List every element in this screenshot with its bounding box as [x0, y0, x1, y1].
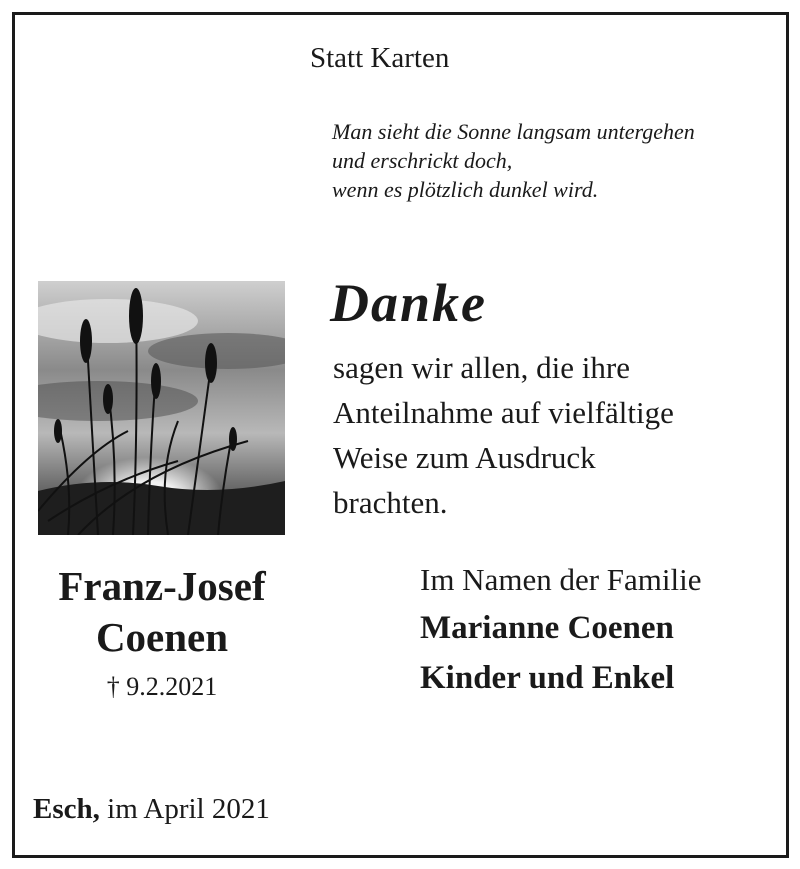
reed-sunset-photo — [38, 281, 285, 535]
death-date: † 9.2.2021 — [106, 672, 218, 701]
family-intro: Im Namen der Familie — [420, 562, 702, 597]
deceased-last-name: Coenen — [95, 614, 229, 660]
footer-place-date — [33, 793, 270, 826]
poem-line: und erschrickt doch, — [332, 148, 513, 173]
footer-place: Esch, — [33, 793, 100, 825]
message-line: Anteilnahme auf vielfältige — [333, 395, 674, 430]
message-line: brachten. — [333, 485, 448, 520]
family-name-line: Kinder und Enkel — [420, 660, 675, 696]
thanks-title: Danke — [330, 273, 487, 333]
header-statt-karten: Statt Karten — [310, 42, 450, 74]
footer-date: im April 2021 — [99, 793, 270, 825]
thanks-message — [333, 345, 674, 525]
deceased-first-name: Franz-Josef — [58, 563, 266, 609]
poem-line: wenn es plötzlich dunkel wird. — [332, 177, 599, 202]
poem-line: Man sieht die Sonne langsam untergehen — [332, 119, 695, 144]
message-line: sagen wir allen, die ihre — [333, 350, 630, 385]
family-name-line: Marianne Coenen — [420, 610, 674, 646]
message-line: Weise zum Ausdruck — [333, 440, 596, 475]
poem-verse — [332, 117, 695, 204]
